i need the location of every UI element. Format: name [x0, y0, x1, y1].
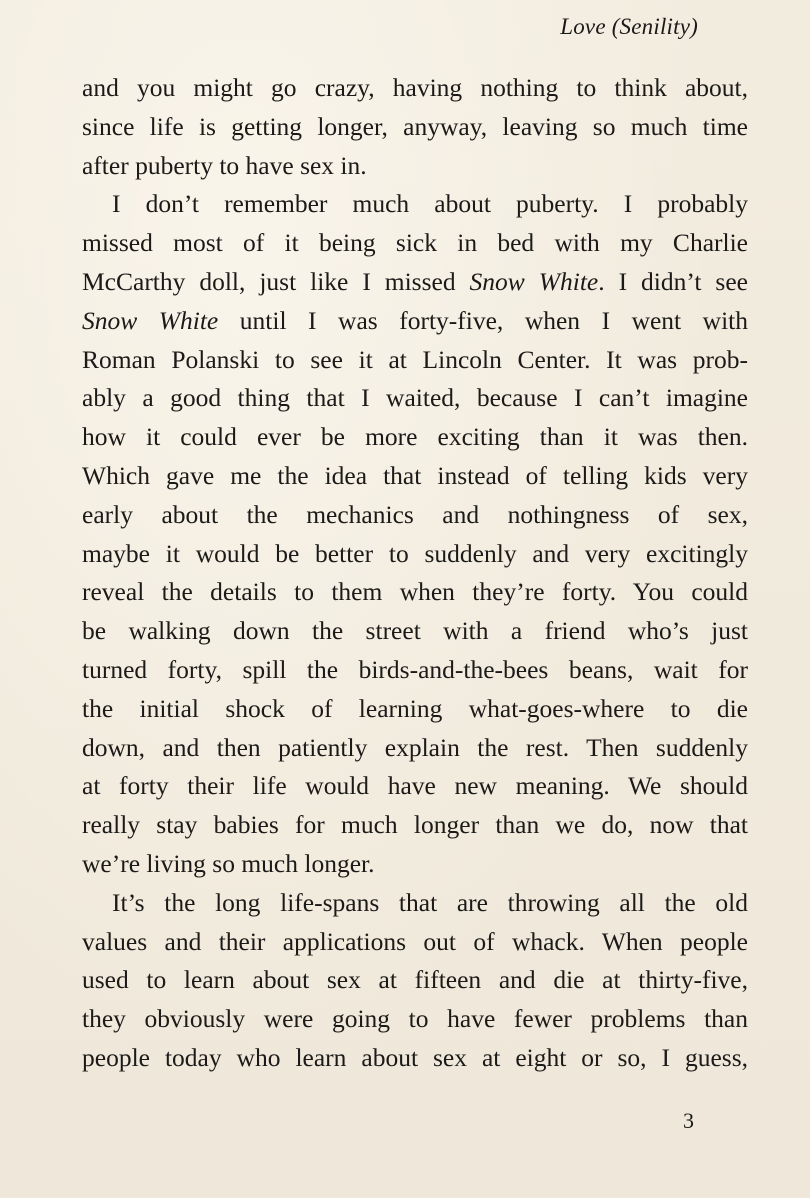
text-line: early about the mechanics and nothingness of sex, [82, 499, 748, 529]
text-line: people today who learn about sex at eight or so, I guess, [82, 1042, 748, 1072]
text-line: after puberty to have sex in. [82, 150, 367, 180]
page-number: 3 [683, 1108, 694, 1133]
text-line: turned forty, spill the birds-and-the-bees beans, wait for [82, 654, 748, 684]
text-line: we’re living so much longer. [82, 848, 375, 878]
text-line: reveal the details to them when they’re forty. You could [82, 577, 748, 607]
text-line: since life is getting longer, anyway, leaving so much time [82, 111, 748, 141]
text-line: how it could ever be more exciting than it was then. [82, 422, 748, 452]
text-line: at forty their life would have new meaning. We should [82, 771, 748, 801]
text-line: maybe it would be better to suddenly and very excitingly [82, 538, 748, 568]
text-line: and you might go crazy, having nothing to think about, [82, 73, 748, 102]
text-line: be walking down the street with a friend who’s just [82, 616, 748, 646]
text-line: used to learn about sex at fifteen and die at thirty-five, [82, 965, 748, 995]
text-line: the initial shock of learning what-goes-where to die [82, 693, 748, 723]
text-line: really stay babies for much longer than we do, now that [82, 810, 748, 840]
paragraph-first-line: It’s the long life-spans that are throwing all the old [112, 887, 748, 917]
text-line: Roman Polanski to see it at Lincoln Center. It was prob- [82, 344, 748, 374]
text-line: Which gave me the idea that instead of telling kids very [82, 460, 748, 490]
film-title: Snow White [469, 266, 599, 296]
text-line: ably a good thing that I waited, because I can’t imagine [82, 383, 748, 413]
text-line: Snow White until I was forty-five, when I went with [82, 305, 748, 335]
text-line: they obviously were going to have fewer problems than [82, 1004, 748, 1034]
text-line: down, and then patiently explain the rest. Then suddenly [82, 732, 748, 762]
text-line: McCarthy doll, just like I missed Snow White. I didn’t see [82, 266, 748, 296]
paragraph-first-line: I don’t remember much about puberty. I probably [112, 189, 748, 219]
running-head: Love (Senility) [560, 14, 698, 39]
text-line: values and their applications out of whack. When people [82, 926, 748, 956]
text-line: missed most of it being sick in bed with my Charlie [82, 228, 748, 258]
film-title: Snow White [82, 305, 219, 335]
body-text [82, 69, 748, 1078]
